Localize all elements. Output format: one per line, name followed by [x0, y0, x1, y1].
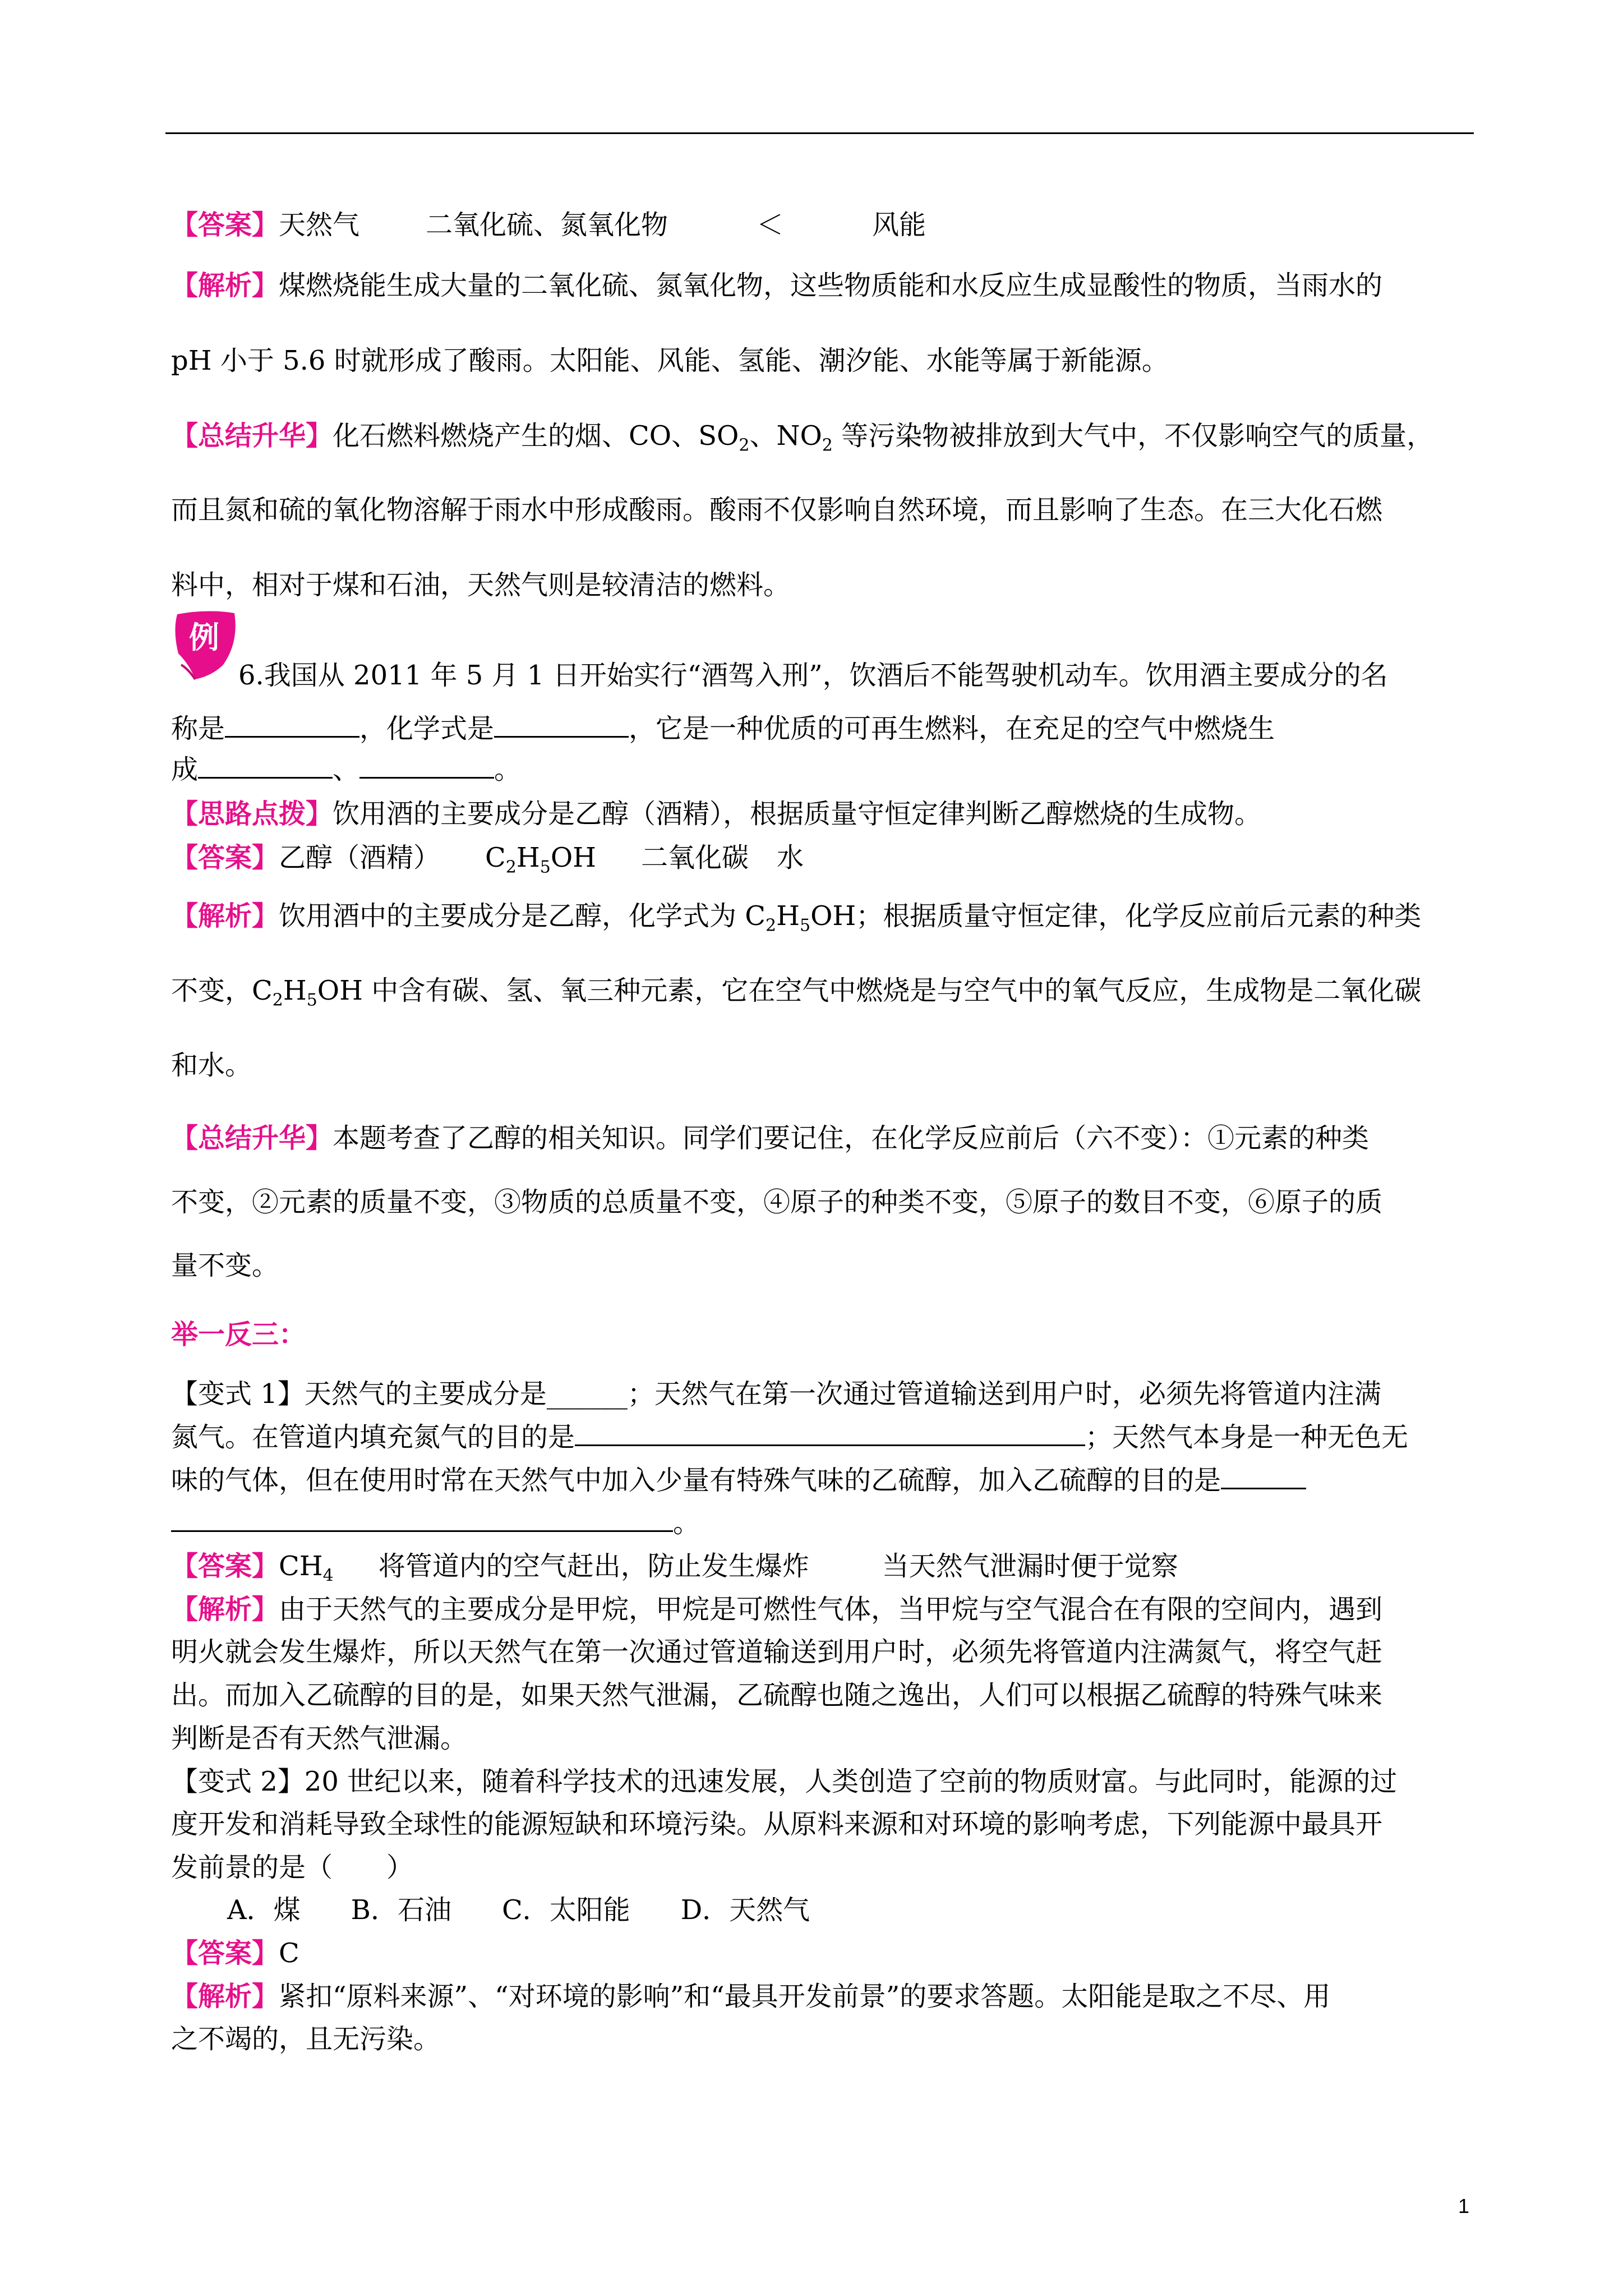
answer-line-4 [171, 1931, 299, 1970]
answer-item: 乙醇（酒精） [279, 842, 441, 873]
subscript: 2 [766, 915, 777, 936]
question-line: 6.我国从 2011 年 5 月 1 日开始实行“酒驾入刑”，饮酒后不能驾驶机动车。饮用酒主要成分的名 [238, 660, 1388, 691]
answer-blank [171, 1508, 673, 1532]
variant2-line: 度开发和消耗导致全球性的能源短缺和环境污染。从原料来源和对环境的影响考虑，下列能源中最具开 [171, 1809, 1383, 1840]
summary-text: 本题考查了乙醇的相关知识。同学们要记住，在化学反应前后（六不变）：①元素的种类 [333, 1122, 1370, 1154]
analysis-text: 不变，C [171, 975, 273, 1006]
analysis-line: 和水。 [171, 1050, 252, 1081]
hint-text: 饮用酒的主要成分是乙醇（酒精），根据质量守恒定律判断乙醇燃烧的生成物。 [333, 798, 1262, 830]
variant2-line: 【变式 2】20 世纪以来，随着科学技术的迅速发展，人类创造了空前的物质财富。与此同时，能源的过 [171, 1766, 1398, 1797]
option-a: A．煤 [227, 1894, 301, 1926]
summary-line: 料中，相对于煤和石油，天然气则是较清洁的燃料。 [171, 569, 791, 601]
question-text: ，它是一种优质的可再生燃料，在充足的空气中燃烧生 [629, 713, 1275, 744]
answer-item: 二氧化碳 [641, 842, 749, 873]
answer-blank [225, 714, 359, 738]
question-line [171, 707, 1275, 746]
answer-tag: 【答案】 [171, 1938, 279, 1969]
example-badge-icon [173, 609, 239, 680]
page-number: 1 [1458, 2194, 1470, 2217]
answer-line-1 [171, 203, 926, 242]
summary-line [171, 1116, 1369, 1155]
analysis-tag: 【解析】 [171, 1594, 279, 1625]
variant1-line [171, 1458, 1306, 1497]
analysis-line: 明火就会发生爆炸，所以天然气在第一次通过管道输送到用户时，必须先将管道内注满氮气，将空气赶 [171, 1636, 1383, 1668]
subscript: 2 [272, 990, 283, 1010]
variant1-line [171, 1415, 1408, 1454]
summary-tag: 【总结升华】 [171, 1122, 333, 1154]
analysis-line: 之不竭的，且无污染。 [171, 2023, 441, 2055]
variant-text: ；天然气本身是一种无色无 [1085, 1421, 1409, 1453]
subscript: 2 [739, 435, 750, 455]
answer-item: C [279, 1938, 299, 1969]
answer-item: ＜ [757, 209, 784, 241]
question-text: 称是 [171, 713, 225, 744]
answer-tag: 【答案】 [171, 1550, 279, 1582]
analysis-line: 出。而加入乙硫醇的目的是，如果天然气泄漏，乙硫醇也随之逸出，人们可以根据乙硫醇的特殊气味来 [171, 1680, 1383, 1711]
answer-blank [359, 754, 494, 779]
analysis-text: OH 中含有碳、氢、氧三种元素，它在空气中燃烧是与空气中的氧气反应，生成物是二氧化碳 [317, 975, 1422, 1006]
analysis-line [171, 1975, 1330, 2013]
analysis-text: OH；根据质量守恒定律，化学反应前后元素的种类 [810, 900, 1422, 932]
variant-text: ；天然气在第一次通过管道输送到用户时，必须先将管道内注满 [627, 1378, 1381, 1410]
answer-item: 风能 [872, 209, 926, 241]
answer-line-3 [171, 1544, 1178, 1586]
analysis-line: 判断是否有天然气泄漏。 [171, 1723, 468, 1754]
subscript: 5 [540, 857, 551, 877]
question-text: ，化学式是 [359, 713, 495, 744]
header-rule [165, 132, 1474, 134]
analysis-text: H [776, 900, 800, 932]
variant1-line [171, 1372, 1381, 1411]
answer-blank [575, 1422, 1085, 1446]
analysis-text: H [283, 975, 307, 1006]
question-text: 成 [171, 754, 199, 785]
analysis-text: 饮用酒中的主要成分是乙醇，化学式为 C [279, 900, 766, 932]
answer-item: 将管道内的空气赶出，防止发生爆炸 [378, 1550, 809, 1582]
variant-text: 【变式 1】天然气的主要成分是 [171, 1378, 547, 1410]
subscript: 5 [799, 915, 811, 936]
analysis-text: 由于天然气的主要成分是甲烷，甲烷是可燃性气体，当甲烷与空气混合在有限的空间内，遇到 [279, 1594, 1383, 1625]
analysis-tag: 【解析】 [171, 1981, 279, 2012]
answer-blank [1221, 1465, 1306, 1489]
variant2-line: 发前景的是（ ） [171, 1852, 414, 1883]
formula: C [485, 842, 506, 873]
analysis-text: 煤燃烧能生成大量的二氧化硫、氮氧化物，这些物质能和水反应生成显酸性的物质，当雨水的 [279, 270, 1383, 301]
answer-item: 当天然气泄漏时便于觉察 [882, 1550, 1178, 1582]
subscript: 5 [306, 990, 317, 1010]
variant1-line [171, 1501, 700, 1540]
formula: H [516, 842, 540, 873]
summary-text: 等污染物被排放到大气中，不仅影响空气的质量， [832, 420, 1434, 452]
summary-line: 而且氮和硫的氧化物溶解于雨水中形成酸雨。酸雨不仅影响自然环境，而且影响了生态。在三大化石燃 [171, 494, 1383, 526]
summary-line: 量不变。 [171, 1250, 279, 1281]
analysis-line [171, 1588, 1382, 1626]
variant-text: 氮气。在管道内填充氮气的目的是 [171, 1421, 575, 1453]
practice-heading: 举一反三： [171, 1319, 306, 1350]
summary-line: 不变，②元素的质量不变，③物质的总质量不变，④原子的种类不变，⑤原子的数目不变，⑥原子的质 [171, 1186, 1383, 1218]
answer-tag: 【答案】 [171, 209, 279, 241]
formula: CH [279, 1550, 323, 1582]
variant-text: 味的气体，但在使用时常在天然气中加入少量有特殊气味的乙硫醇，加入乙硫醇的目的是 [171, 1465, 1221, 1496]
answer-blank [198, 754, 333, 779]
hint-line [171, 792, 1261, 831]
options-line [227, 1888, 810, 1927]
question-line [171, 748, 521, 786]
answer-item: 二氧化硫、氮氧化物 [426, 209, 668, 241]
answer-tag: 【答案】 [171, 842, 279, 873]
subscript: 2 [822, 435, 833, 455]
subscript: 2 [505, 857, 517, 877]
analysis-tag: 【解析】 [171, 900, 279, 932]
badge-label: 例 [189, 620, 219, 655]
analysis-text: 紧扣“原料来源”、“对环境的影响”和“最具开发前景”的要求答题。太阳能是取之不尽、用 [279, 1981, 1331, 2012]
summary-text: 化石燃料燃烧产生的烟、CO、SO [333, 420, 739, 452]
answer-item: 天然气 [279, 209, 360, 241]
variant-text: 。 [673, 1507, 700, 1539]
summary-line [171, 414, 1433, 453]
analysis-line [171, 894, 1422, 936]
formula: OH [550, 842, 597, 873]
analysis-tag: 【解析】 [171, 270, 279, 301]
question-text: 、 [333, 754, 360, 785]
option-d: D．天然气 [680, 1894, 810, 1926]
analysis-line [171, 264, 1382, 302]
hint-tag: 【思路点拨】 [171, 798, 333, 830]
option-b: B．石油 [351, 1894, 451, 1926]
option-c: C．太阳能 [501, 1894, 630, 1926]
analysis-line [171, 969, 1422, 1010]
answer-item: 水 [777, 842, 804, 873]
summary-text: 、NO [749, 420, 822, 452]
analysis-line: pH 小于 5.6 时就形成了酸雨。太阳能、风能、氢能、潮汐能、水能等属于新能源。 [171, 345, 1169, 376]
answer-line-2 [171, 836, 804, 875]
answer-blank [494, 714, 629, 738]
subscript: 4 [322, 1566, 334, 1586]
question-text: 。 [494, 754, 522, 785]
answer-blank: ______ [546, 1378, 628, 1410]
summary-tag: 【总结升华】 [171, 420, 333, 452]
